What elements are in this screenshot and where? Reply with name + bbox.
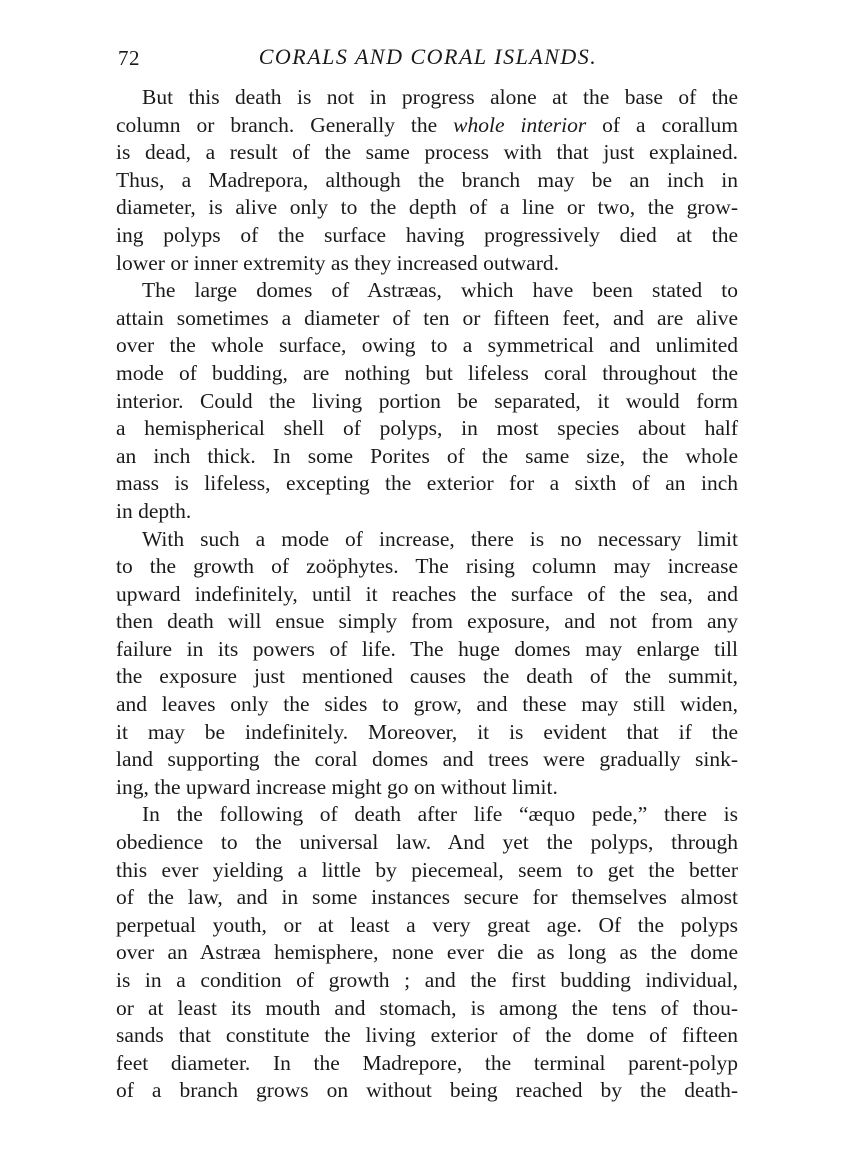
page-number: 72 xyxy=(118,46,140,70)
text-line: then death will ensue simply from exposure, and not from any xyxy=(116,609,738,634)
text-line: interior. Could the living portion be separated, it would form xyxy=(116,388,738,413)
text-line xyxy=(116,112,738,140)
text-line: of the law, and in some instances secure for themselves almost xyxy=(116,885,738,910)
text-line: land supporting the coral domes and trees were gradually sink- xyxy=(116,747,738,772)
paragraph-2 xyxy=(116,277,738,525)
text-line: an inch thick. In some Porites of the same size, the whole xyxy=(116,443,738,468)
text-line: In the following of death after life “æquo pede,” there is xyxy=(142,802,738,827)
text-line: With such a mode of increase, there is no necessary limit xyxy=(142,526,738,551)
text-line: upward indefinitely, until it reaches the surface of the sea, and xyxy=(116,581,738,606)
text-line: diameter, is alive only to the depth of a line or two, the grow- xyxy=(116,195,738,220)
text-line: failure in its powers of life. The huge domes may enlarge till xyxy=(116,636,738,661)
text-line: ing, the upward increase might go on without limit. xyxy=(116,774,558,799)
text-line: sands that constitute the living exterior of the dome of fifteen xyxy=(116,1023,738,1048)
paragraph-3 xyxy=(116,526,738,802)
text-line: and leaves only the sides to grow, and these may still widen, xyxy=(116,692,738,717)
text-line: perpetual youth, or at least a very great age. Of the polyps xyxy=(116,912,738,937)
page-header xyxy=(118,42,738,72)
text-line: is dead, a result of the same process with that just explained. xyxy=(116,140,738,165)
text-line: to the growth of zoöphytes. The rising column may increase xyxy=(116,554,738,579)
text-line: over the whole surface, owing to a symmetrical and unlimited xyxy=(116,333,738,358)
text-line: or at least its mouth and stomach, is among the tens of thou- xyxy=(116,995,738,1020)
text-line: this ever yielding a little by piecemeal, seem to get the better xyxy=(116,857,738,882)
text-line: a hemispherical shell of polyps, in most species about half xyxy=(116,416,738,441)
text-line: it may be indefinitely. Moreover, it is evident that if the xyxy=(116,719,738,744)
paragraph-1 xyxy=(116,84,738,277)
text-line: mode of budding, are nothing but lifeless coral throughout the xyxy=(116,360,738,385)
running-title: CORALS AND CORAL ISLANDS. xyxy=(258,44,598,69)
text-line: mass is lifeless, excepting the exterior for a sixth of an inch xyxy=(116,471,738,496)
text-run: of a corallum xyxy=(586,112,738,137)
text-line: Thus, a Madrepora, although the branch may be an inch in xyxy=(116,167,738,192)
text-line: attain sometimes a diameter of ten or fifteen feet, and are alive xyxy=(116,305,738,330)
text-run: column or branch. Generally the xyxy=(116,112,454,137)
text-line: of a branch grows on without being reached by the death- xyxy=(116,1078,738,1103)
text-line: the exposure just mentioned causes the death of the summit, xyxy=(116,664,738,689)
text-line: The large domes of Astræas, which have been stated to xyxy=(142,278,738,303)
text-line: over an Astræa hemisphere, none ever die as long as the dome xyxy=(116,940,738,965)
text-line: in depth. xyxy=(116,498,192,523)
text-line: feet diameter. In the Madrepore, the terminal parent-polyp xyxy=(116,1050,738,1075)
italic-phrase: whole interior xyxy=(453,112,587,137)
body-text xyxy=(116,84,738,1105)
text-line: But this death is not in progress alone at the base of the xyxy=(142,85,738,109)
text-line: obedience to the universal law. And yet the polyps, through xyxy=(116,830,738,855)
text-line: is in a condition of growth ; and the first budding individual, xyxy=(116,968,738,992)
text-line: ing polyps of the surface having progressively died at the xyxy=(116,222,738,247)
paragraph-4 xyxy=(116,801,738,1105)
text-line: lower or inner extremity as they increased outward. xyxy=(116,250,559,275)
